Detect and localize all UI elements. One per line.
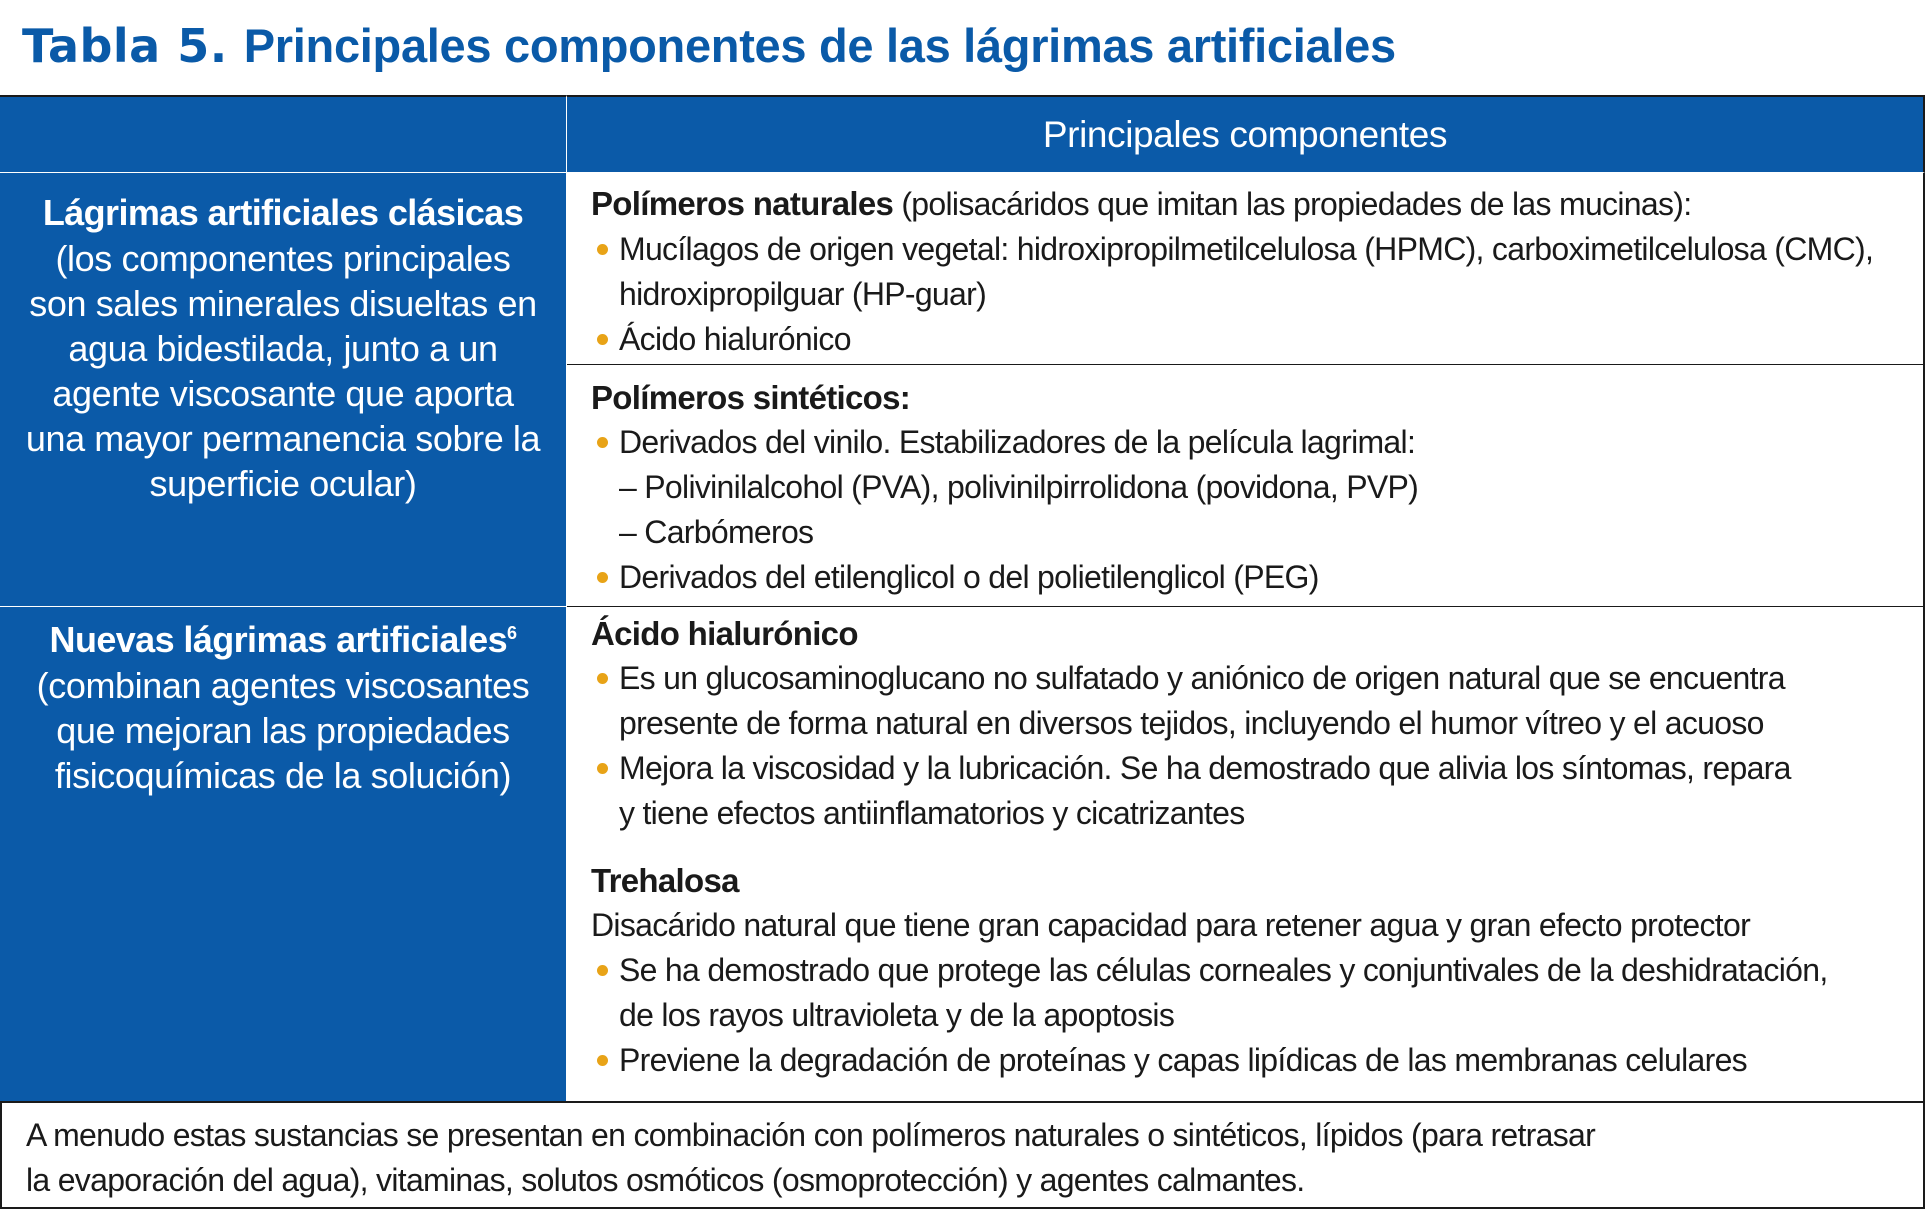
synthetic-polymers-heading: Polímeros sintéticos: <box>591 379 911 416</box>
table-footnote <box>0 1101 1925 1209</box>
bullet-icon <box>597 1055 608 1066</box>
natural-polymers-heading: Polímeros naturales <box>591 185 894 222</box>
bullet-icon <box>597 244 608 255</box>
bullet-text-cont: hidroxipropilguar (HP-guar) <box>619 276 987 312</box>
bullet-text: Mucílagos de origen vegetal: hidroxipropilmetilcelulosa (HPMC), carboximetilcelulosa (CMC), <box>619 231 1874 267</box>
bullet-icon <box>597 763 608 774</box>
hyaluronic-acid-heading: Ácido hialurónico <box>591 615 858 652</box>
header-right-cell <box>567 95 1925 173</box>
list-item <box>591 227 1923 317</box>
header-components-label: Principales componentes <box>1042 114 1448 155</box>
footnote-line: la evaporación del agua), vitaminas, solutos osmóticos (osmoprotección) y agentes calmantes. <box>26 1162 1305 1198</box>
bullet-icon <box>597 334 608 345</box>
natural-polymers-heading-line <box>591 181 1923 227</box>
footnote-line: A menudo estas sustancias se presentan en combinación con polímeros naturales o sintéticos, lípidos (para retrasar <box>26 1117 1596 1153</box>
bullet-text: Derivados del etilenglicol o del polietilenglicol (PEG) <box>619 559 1319 595</box>
row-new-title: Nuevas lágrimas artificiales <box>49 619 508 660</box>
bullet-text: Previene la degradación de proteínas y capas lipídicas de las membranas celulares <box>619 1042 1747 1078</box>
bullet-icon <box>597 965 608 976</box>
row-classic-title: Lágrimas artificiales clásicas <box>42 192 524 233</box>
bullet-icon <box>597 673 608 684</box>
trehalose-heading: Trehalosa <box>591 862 739 899</box>
bullet-text: Derivados del vinilo. Estabilizadores de la película lagrimal: <box>619 424 1416 460</box>
list-item <box>591 746 1923 836</box>
list-item <box>591 948 1923 1038</box>
row-new-title-line <box>12 617 554 663</box>
natural-polymers-cell <box>567 173 1925 365</box>
synthetic-polymers-cell <box>567 365 1925 607</box>
table-number: Tabla 5. <box>22 18 228 73</box>
bullet-text-cont: de los rayos ultravioleta y de la apoptosis <box>619 997 1175 1033</box>
bullet-text-cont: y tiene efectos antiinflamatorios y cicatrizantes <box>619 795 1245 831</box>
natural-polymers-heading-note: (polisacáridos que imitan las propiedades de las mucinas): <box>893 186 1692 222</box>
list-item <box>591 317 1923 362</box>
list-item <box>591 555 1923 600</box>
new-tears-components-cell <box>567 607 1925 1101</box>
sub-item: – Carbómeros <box>619 514 814 550</box>
bullet-text: Se ha demostrado que protege las células corneales y conjuntivales de la deshidratación, <box>619 952 1828 988</box>
row-classic-description: (los componentes principales son sales minerales disueltas en agua bidestilada, junto a un agente viscosante que aporta una mayor permanencia sobre la superficie ocular) <box>25 238 541 504</box>
bullet-text: Ácido hialurónico <box>619 321 851 357</box>
row-new-label-cell <box>0 607 567 1101</box>
row-classic-label-cell <box>0 173 567 607</box>
bullet-text-cont: presente de forma natural en diversos tejidos, incluyendo el humor vítreo y el acuoso <box>619 705 1764 741</box>
bullet-icon <box>597 572 608 583</box>
list-item <box>591 1038 1923 1083</box>
list-item <box>591 420 1923 465</box>
bullet-text: Mejora la viscosidad y la lubricación. Se ha demostrado que alivia los síntomas, repara <box>619 750 1791 786</box>
table-title-text: Principales componentes de las lágrimas artificiales <box>243 19 1396 72</box>
row-new-reference: 6 <box>507 623 517 643</box>
table-title <box>22 8 1396 83</box>
trehalose-intro: Disacárido natural que tiene gran capacidad para retener agua y gran efecto protector <box>591 907 1751 943</box>
list-item <box>591 656 1923 746</box>
sub-item: – Polivinilalcohol (PVA), polivinilpirrolidona (povidona, PVP) <box>619 469 1419 505</box>
row-new-description: (combinan agentes viscosantes que mejoran las propiedades fisicoquímicas de la solución) <box>36 665 530 796</box>
bullet-icon <box>597 437 608 448</box>
bullet-text: Es un glucosaminoglucano no sulfatado y aniónico de origen natural que se encuentra <box>619 660 1785 696</box>
header-left-cell <box>0 95 567 173</box>
